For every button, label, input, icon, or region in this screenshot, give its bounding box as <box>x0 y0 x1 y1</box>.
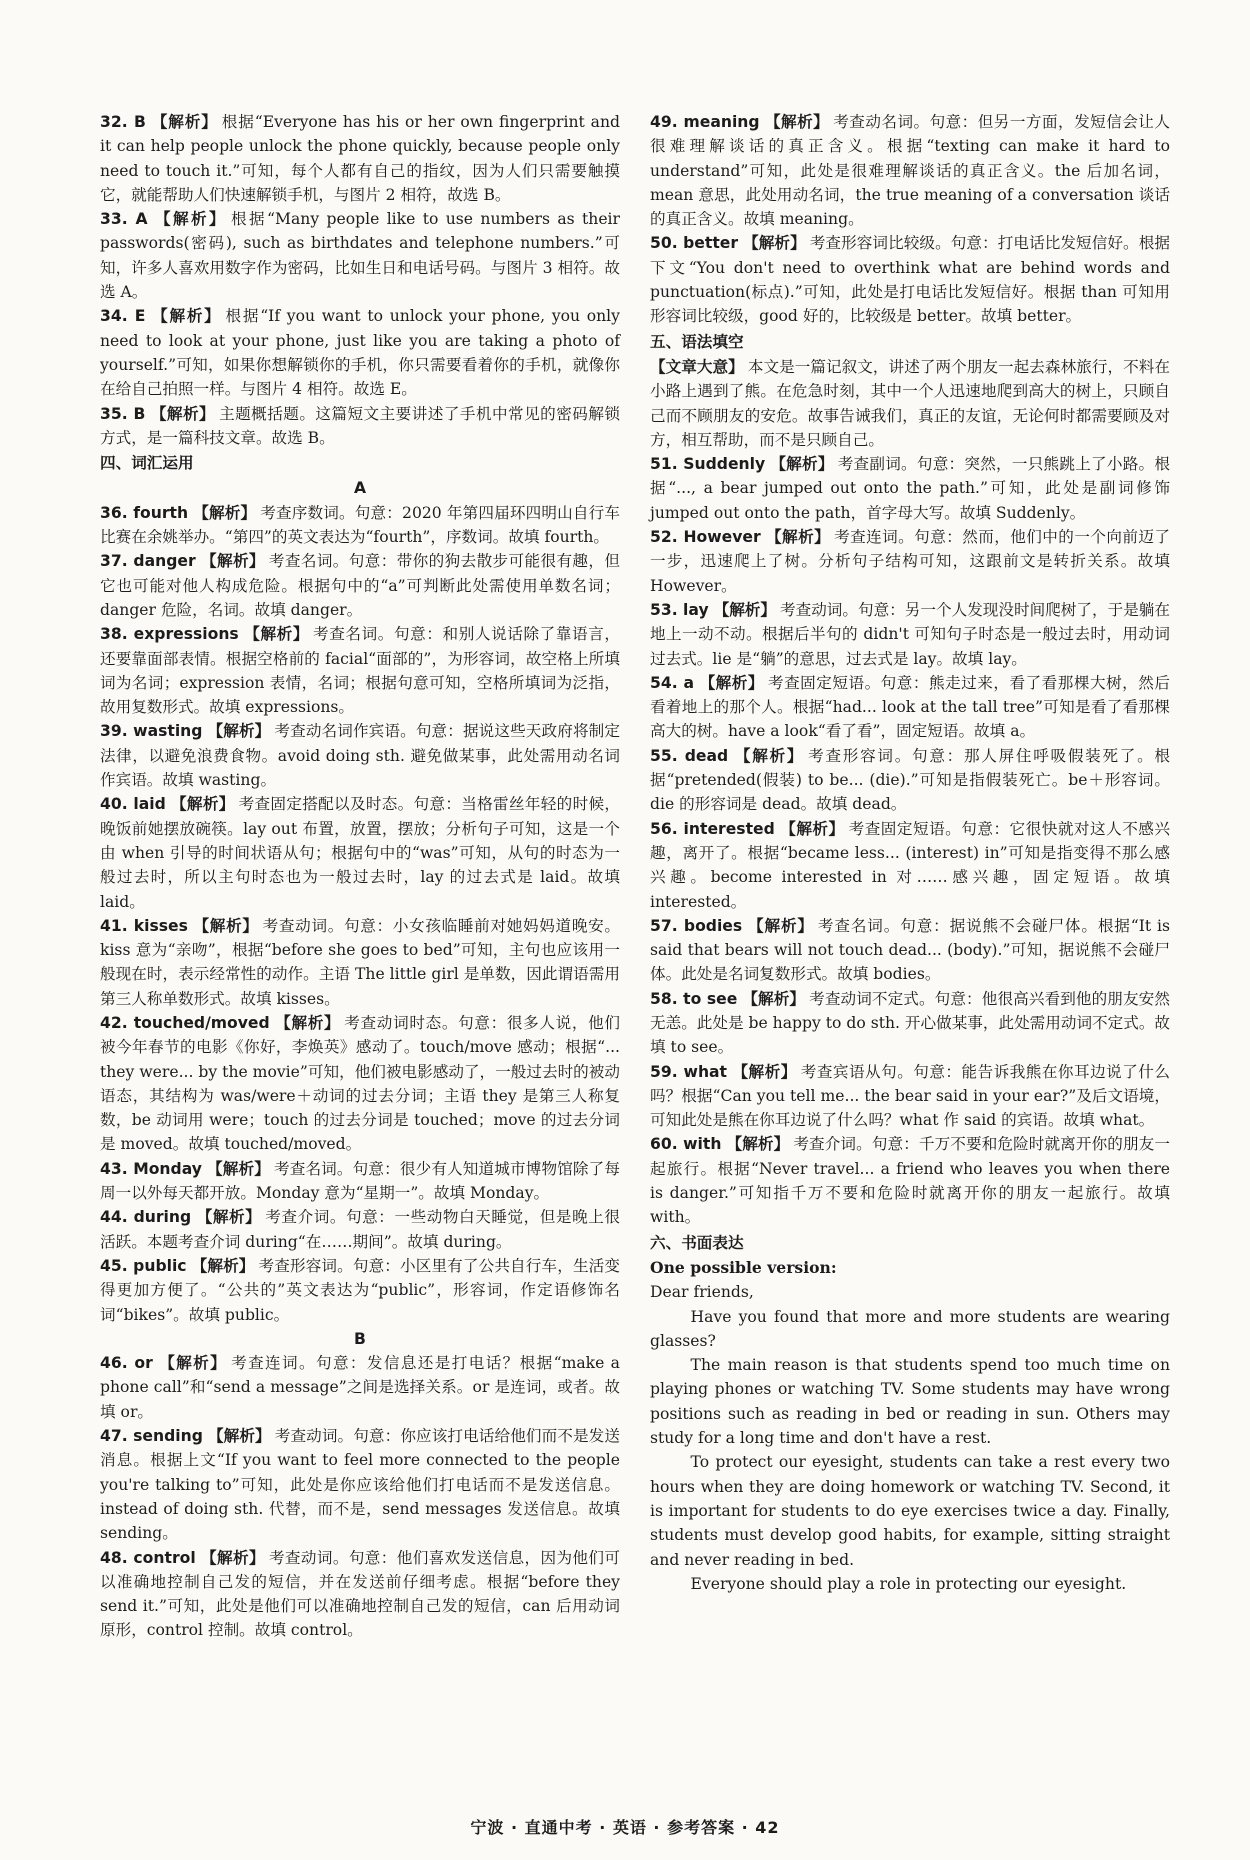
analysis-tag: 【解析】 <box>207 1427 271 1446</box>
answer-explanation: 考查介词。句意：千万不要和危险时就离开你的朋友一起旅行。根据“Never travel... a friend who leaves you when there is danger.”可知指千万不要和危险时就离开你的朋友一起旅行。故填 with。 <box>650 1135 1170 1227</box>
analysis-tag: 【解析】 <box>150 404 216 423</box>
answer-explanation: 考查动名词。句意：但另一方面，发短信会让人很难理解谈话的真正含义。根据“texting can make it hard to understand”可知，此处是很难理解谈话的真正含义。the 后加名词，mean 意思，此处用动名词，the true meaning of a conversation 谈话的真正含义。故填 meaning。 <box>650 113 1170 229</box>
right-column <box>650 110 1170 1596</box>
answer-52 <box>650 525 1170 598</box>
answer-60 <box>650 1132 1170 1229</box>
answer-explanation: 考查序数词。句意：2020 年第四届环四明山自行车比赛在余姚举办。“第四”的英文表达为“fourth”，序数词。故填 fourth。 <box>100 503 620 547</box>
answer-number: 45. public <box>100 1256 187 1275</box>
answer-explanation: 考查形容词比较级。句意：打电话比发短信好。根据下文“You don't need to overthink what are behind words and punctuation(标点).”可知，此处是打电话比发短信好。根据 than 可知用形容词比较级，good 好的，比较级是 better。故填 better。 <box>650 234 1170 326</box>
answer-53 <box>650 598 1170 671</box>
answer-explanation: 考查形容词。句意：那人屏住呼吸假装死了。根据“pretended(假装) to be... (die).”可知是指假装死亡。be＋形容词。die 的形容词是 dead。故填 dead。 <box>650 746 1170 814</box>
analysis-tag: 【解析】 <box>201 1548 265 1567</box>
answer-explanation: 考查动词时态。句意：很多人说，他们被今年春节的电影《你好，李焕英》感动了。touch/move 感动；根据“... they were... by the movie”可知，他们被电影感动了，一般过去时的被动语态，其结构为 was/were＋动词的过去分词；主语 they 是第三人称复数，be 动词用 were；touch 的过去分词是 touched；move 的过去分词是 moved。故填 touched/moved。 <box>100 1013 620 1154</box>
answer-number: 38. expressions <box>100 625 239 644</box>
answer-35 <box>100 402 620 451</box>
answer-46 <box>100 1351 620 1424</box>
answer-57 <box>650 914 1170 987</box>
answer-number: 48. control <box>100 1548 196 1567</box>
essay-paragraph-1: Have you found that more and more students are wearing glasses? <box>650 1307 1170 1350</box>
answer-33 <box>100 207 620 304</box>
section-heading-vocabulary: 四、词汇运用 <box>100 454 194 473</box>
answer-explanation: 考查介词。句意：一些动物白天睡觉，但是晚上很活跃。本题考查介词 during“在……期间”。故填 during。 <box>100 1208 620 1251</box>
answer-number: 58. to see <box>650 989 738 1008</box>
answer-number: 56. interested <box>650 819 775 838</box>
analysis-tag: 【解析】 <box>193 916 259 935</box>
subsection-heading-a: A <box>353 479 367 498</box>
answer-explanation: 考查名词。句意：带你的狗去散步可能很有趣，但它也可能对他人构成危险。根据句中的“a”可判断此处需使用单数名词；danger 危险，名词。故填 danger。 <box>100 552 620 619</box>
answer-43 <box>100 1157 620 1206</box>
answer-number: 42. touched/moved <box>100 1013 270 1032</box>
answer-number: 41. kisses <box>100 916 188 935</box>
section-heading-writing: 六、书面表达 <box>650 1233 744 1252</box>
section-heading-grammar: 五、语法填空 <box>650 332 744 351</box>
answer-explanation: 考查宾语从句。句意：能告诉我熊在你耳边说了什么吗？根据“Can you tell me... the bear said in your ear?”及后文语境，可知此处是熊在你耳边说了什么吗？what 作 said 的宾语。故填 what。 <box>650 1062 1170 1130</box>
page-footer: 宁波 · 直通中考 · 英语 · 参考答案 · 42 <box>470 1818 780 1837</box>
analysis-tag: 【解析】 <box>159 1354 228 1373</box>
analysis-tag: 【解析】 <box>726 1135 790 1154</box>
answer-number: 43. Monday <box>100 1159 202 1178</box>
answer-45 <box>100 1254 620 1327</box>
answer-number: 49. meaning <box>650 113 760 131</box>
gist-text: 本文是一篇记叙文，讲述了两个朋友一起去森林旅行，不料在小路上遇到了熊。在危急时刻，其中一个人迅速地爬到高大的树上，只顾自己而不顾朋友的安危。故事告诫我们，真正的友谊，无论何时都需要顾及对方，相互帮助，而不是只顾自己。 <box>650 357 1170 449</box>
answer-58 <box>650 987 1170 1060</box>
answer-explanation: 考查连词。句意：发信息还是打电话？根据“make a phone call”和“send a message”之间是选择关系。or 是连词，或者。故填 or。 <box>100 1354 620 1421</box>
analysis-tag: 【解析】 <box>196 1208 262 1227</box>
answer-44 <box>100 1205 620 1254</box>
answer-number: 50. better <box>650 234 739 253</box>
answer-explanation: 根据“Everyone has his or her own fingerprint and it can help people unlock the phone quickly, because people only need to touch it.”可知，每个人都有自己的指纹，因为人们只需要触摸它，就能帮助人们快速解锁手机，与图片 2 相符，故选 B。 <box>100 113 620 204</box>
answer-40 <box>100 792 620 913</box>
answer-number: 54. a <box>650 673 695 692</box>
answer-explanation: 考查动词。句意：小女孩临睡前对她妈妈道晚安。kiss 意为“亲吻”，根据“before she goes to bed”可知，主句也应该用一般现在时，表示经常性的动作。主语 The little girl 是单数，因此谓语需用第三人称单数形式。故填 kisses。 <box>100 916 620 1008</box>
answer-50 <box>650 231 1170 328</box>
article-gist <box>650 355 1170 452</box>
answer-32 <box>100 110 620 207</box>
analysis-tag: 【解析】 <box>275 1013 341 1032</box>
analysis-tag: 【解析】 <box>244 625 310 644</box>
answer-39 <box>100 719 620 792</box>
answer-number: 39. wasting <box>100 722 203 741</box>
analysis-tag: 【解析】 <box>766 528 831 547</box>
essay-salutation: Dear friends, <box>650 1283 754 1302</box>
essay-paragraph-2: The main reason is that students spend too much time on playing phones or watching TV. Some students may have wrong positions such as reading in bed or reading in sun. Others may study for a long time and don't have a rest. <box>650 1356 1170 1448</box>
answer-number: 46. or <box>100 1354 153 1373</box>
analysis-tag: 【解析】 <box>770 455 834 474</box>
answer-number: 44. during <box>100 1208 192 1227</box>
answer-number: 55. dead <box>650 746 729 765</box>
analysis-tag: 【解析】 <box>743 234 806 253</box>
answer-number: 51. Suddenly <box>650 455 766 474</box>
answer-explanation: 考查动词。句意：另一个人发现没时间爬树了，于是躺在地上一动不动。根据后半句的 didn't 可知句子时态是一般过去时，用动词过去式。lie 是“躺”的意思，过去式是 lay。故填 lay。 <box>650 600 1170 668</box>
answer-number: 32. B <box>100 113 146 131</box>
answer-explanation: 考查副词。句意：突然，一只熊跳上了小路。根据“..., a bear jumped out onto the path.”可知，此处是副词修饰 jumped out onto the path，首字母大写。故填 Suddenly。 <box>650 455 1170 522</box>
answer-explanation: 考查动词。句意：他们喜欢发送信息，因为他们可以准确地控制自己发的短信，并在发送前仔细考虑。根据“before they send it.”可知，此处是他们可以准确地控制自己发的短信，can 后用动词原形，control 控制。故填 control。 <box>100 1548 620 1640</box>
answer-42 <box>100 1011 620 1157</box>
analysis-tag: 【解析】 <box>207 722 271 741</box>
essay-label: One possible version: <box>650 1257 837 1277</box>
answer-number: 36. fourth <box>100 503 189 522</box>
analysis-tag: 【解析】 <box>154 210 228 229</box>
subsection-heading-b: B <box>354 1329 366 1348</box>
answer-48 <box>100 1546 620 1643</box>
gist-tag: 【文章大意】 <box>650 357 744 376</box>
analysis-tag: 【解析】 <box>207 1159 270 1178</box>
analysis-tag: 【解析】 <box>191 1256 255 1275</box>
analysis-tag: 【解析】 <box>713 600 776 619</box>
answer-number: 47. sending <box>100 1427 203 1446</box>
answer-number: 57. bodies <box>650 916 743 935</box>
answer-explanation: 考查名词。句意：据说熊不会碰尸体。根据“It is said that bears will not touch dead... (body).”可知，据说熊不会碰尸体。此处是名词复数形式。故填 bodies。 <box>650 916 1170 984</box>
answer-explanation: 根据“If you want to unlock your phone, you only need to look at your phone, just like you are taking a photo of yourself.”可知，如果你想解锁你的手机，你只需要看着你的手机，就像你在给自己拍照一样。与图片 4 相符。故选 E。 <box>100 307 620 399</box>
answer-explanation: 考查形容词。句意：小区里有了公共自行车，生活变得更加方便了。“公共的”英文表达为“public”，形容词，作定语修饰名词“bikes”。故填 public。 <box>100 1256 620 1324</box>
answer-number: 34. E <box>100 307 146 326</box>
essay-paragraph-4: Everyone should play a role in protecting our eyesight. <box>690 1574 1127 1593</box>
analysis-tag: 【解析】 <box>748 916 814 935</box>
answer-number: 35. B <box>100 404 146 423</box>
answer-number: 33. A <box>100 210 148 229</box>
analysis-tag: 【解析】 <box>151 113 218 131</box>
answer-38 <box>100 622 620 719</box>
analysis-tag: 【解析】 <box>732 1062 797 1081</box>
answer-59 <box>650 1060 1170 1133</box>
answer-51 <box>650 452 1170 525</box>
answer-37 <box>100 549 620 622</box>
answer-explanation: 考查名词。句意：很少有人知道城市博物馆除了每周一以外每天都开放。Monday 意为“星期一”。故填 Monday。 <box>100 1159 620 1203</box>
answer-explanation: 考查名词。句意：和别人说话除了靠语言，还要靠面部表情。根据空格前的 facial“面部的”，为形容词，故空格上所填词为名词；expression 表情，名词；根据句意可知，空格所填词为泛指，故用复数形式。故填 expressions。 <box>100 625 620 717</box>
answer-explanation: 主题概括题。这篇短文主要讲述了手机中常见的密码解锁方式，是一篇科技文章。故选 B。 <box>100 404 620 447</box>
answer-explanation: 考查固定短语。句意：熊走过来，看了看那棵大树，然后看着地上的那个人。根据“had... look at the tall tree”可知是看了看那棵高大的树。have a look“看了看”，固定短语。故填 a。 <box>650 673 1170 741</box>
answer-36 <box>100 501 620 550</box>
answer-explanation: 考查固定搭配以及时态。句意：当格雷丝年轻的时候，晚饭前她摆放碗筷。lay out 布置，放置，摆放；分析句子可知，这是一个由 when 引导的时间状语从句；根据句中的“was”可知，从句的时态为一般过去时，所以主句时态也为一般过去时，lay 的过去式是 laid。故填 laid。 <box>100 795 620 911</box>
analysis-tag: 【解析】 <box>699 673 764 692</box>
answer-explanation: 考查固定短语。句意：它很快就对这人不感兴趣，离开了。根据“became less... (interest) in”可知是指变得不那么感兴趣。become interested in 对……感兴趣，固定短语。故填 interested。 <box>650 819 1170 911</box>
answer-explanation: 考查动词。句意：你应该打电话给他们而不是发送消息。根据上文“If you want to feel more connected to the people you're talking to”可知，此处是你应该给他们打电话而不是发送信息。instead of doing sth. 代替，而不是，send messages 发送信息。故填 sending。 <box>100 1427 620 1543</box>
answer-number: 53. lay <box>650 600 709 619</box>
answer-55 <box>650 744 1170 817</box>
answer-41 <box>100 914 620 1011</box>
analysis-tag: 【解析】 <box>171 795 235 814</box>
answer-49 <box>650 110 1170 231</box>
answer-explanation: 考查动名词作宾语。句意：据说这些天政府将制定法律，以避免浪费食物。avoid doing sth. 避免做某事，此处需用动名词作宾语。故填 wasting。 <box>100 722 620 790</box>
analysis-tag: 【解析】 <box>201 552 265 571</box>
analysis-tag: 【解析】 <box>734 746 805 765</box>
answer-explanation: 考查连词。句意：然而，他们中的一个向前迈了一步，迅速爬上了树。分析句子结构可知，这跟前文是转折关系。故填 However。 <box>650 528 1170 595</box>
answer-54 <box>650 671 1170 744</box>
answer-number: 40. laid <box>100 795 166 814</box>
analysis-tag: 【解析】 <box>152 307 222 326</box>
answer-number: 59. what <box>650 1062 728 1081</box>
answer-number: 37. danger <box>100 552 196 571</box>
analysis-tag: 【解析】 <box>765 113 830 131</box>
answer-34 <box>100 304 620 401</box>
answer-47 <box>100 1424 620 1545</box>
answer-56 <box>650 817 1170 914</box>
answer-number: 52. However <box>650 528 761 547</box>
analysis-tag: 【解析】 <box>742 989 806 1008</box>
analysis-tag: 【解析】 <box>780 819 845 838</box>
essay-paragraph-3: To protect our eyesight, students can take a rest every two hours when they are doing homework or watching TV. Second, it is important for students to do eye exercises twice a day. Finally, students must develop good habits, for example, sitting straight and never reading in bed. <box>650 1453 1170 1569</box>
answer-explanation: 考查动词不定式。句意：他很高兴看到他的朋友安然无恙。此处是 be happy to do sth. 开心做某事，此处需用动词不定式。故填 to see。 <box>650 989 1171 1057</box>
left-column <box>100 110 620 1643</box>
analysis-tag: 【解析】 <box>193 503 257 522</box>
answer-number: 60. with <box>650 1135 722 1154</box>
answer-explanation: 根据“Many people like to use numbers as their passwords(密码), such as birthdates and telephone numbers.”可知，许多人喜欢用数字作为密码，比如生日和电话号码。与图片 3 相符。故选 A。 <box>100 210 620 302</box>
